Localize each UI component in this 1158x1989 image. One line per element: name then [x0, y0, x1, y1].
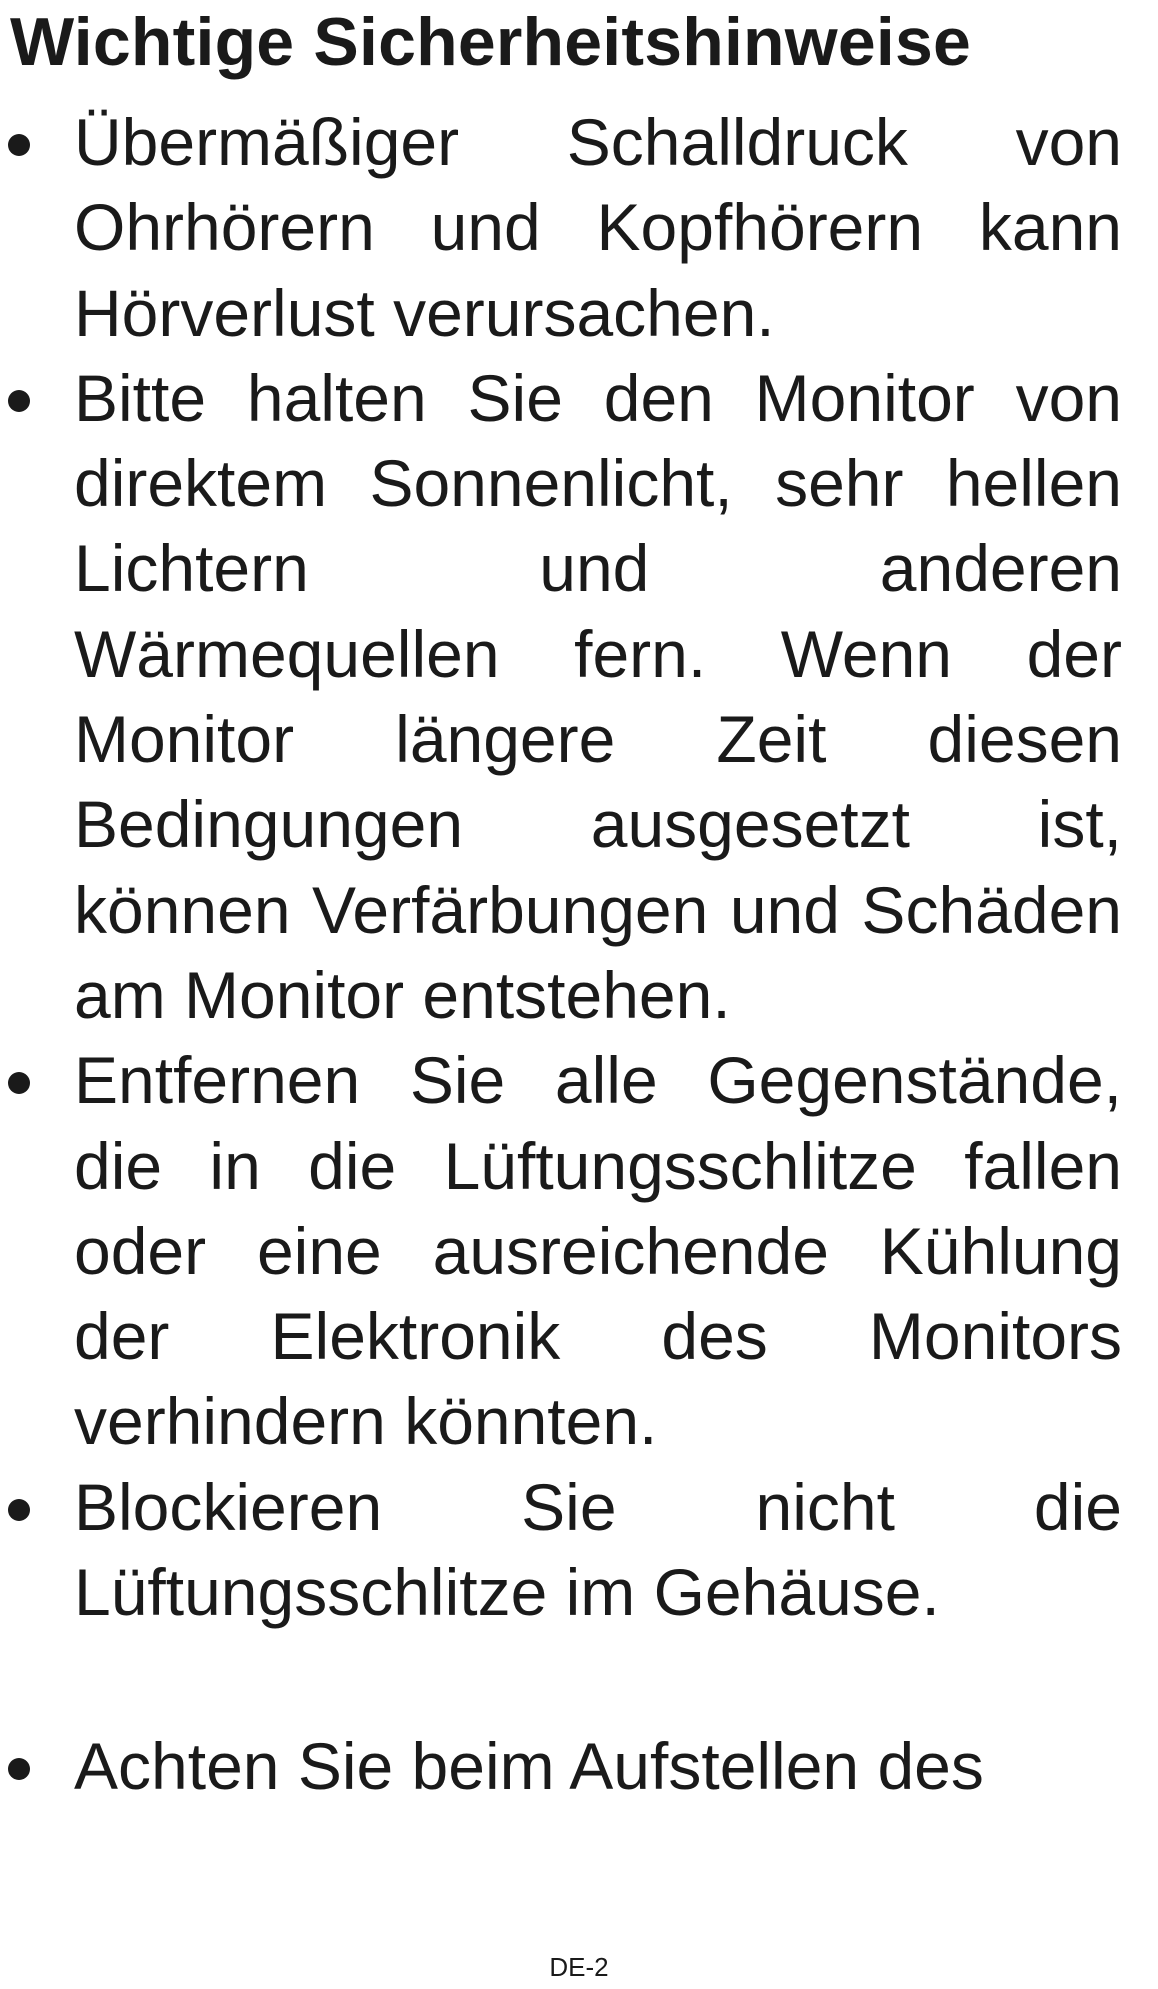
page-title: Wichtige Sicherheitshinweise [10, 4, 972, 80]
list-item-text: Achten Sie beim Aufstellen des [74, 1729, 984, 1804]
list-item [0, 356, 1158, 1038]
list-item [0, 100, 1158, 356]
list-item [0, 1724, 1158, 1809]
bullet-icon [8, 134, 30, 156]
page-number: DE-2 [549, 1952, 609, 1982]
list-item [0, 1465, 1158, 1636]
bullet-icon [8, 1499, 30, 1521]
list-item [0, 1038, 1158, 1464]
list-item-text: Blockieren Sie nicht die Lüftungsschlitze im Gehäuse. [74, 1469, 1122, 1630]
list-item-text: Übermäßiger Schalldruck von Ohrhörern und Kopfhörern kann Hörverlust verursachen. [74, 105, 1122, 350]
list-item-text: Bitte halten Sie den Monitor von direktem Sonnenlicht, sehr hellen Lichtern und anderen Wärmequellen fern. Wenn der Monitor längere Zeit diesen Bedingungen ausgesetzt ist, können Verfärbungen und Schäden am Monitor entstehen. [74, 360, 1122, 1032]
safety-instructions-list [0, 100, 1158, 1810]
list-item-text: Entfernen Sie alle Gegenstände, die in die Lüftungsschlitze fallen oder eine ausreichende Kühlung der Elektronik des Monitors verhindern könnten. [74, 1043, 1122, 1459]
bullet-icon [8, 1072, 30, 1094]
bullet-icon [8, 390, 30, 412]
bullet-icon [8, 1758, 30, 1780]
